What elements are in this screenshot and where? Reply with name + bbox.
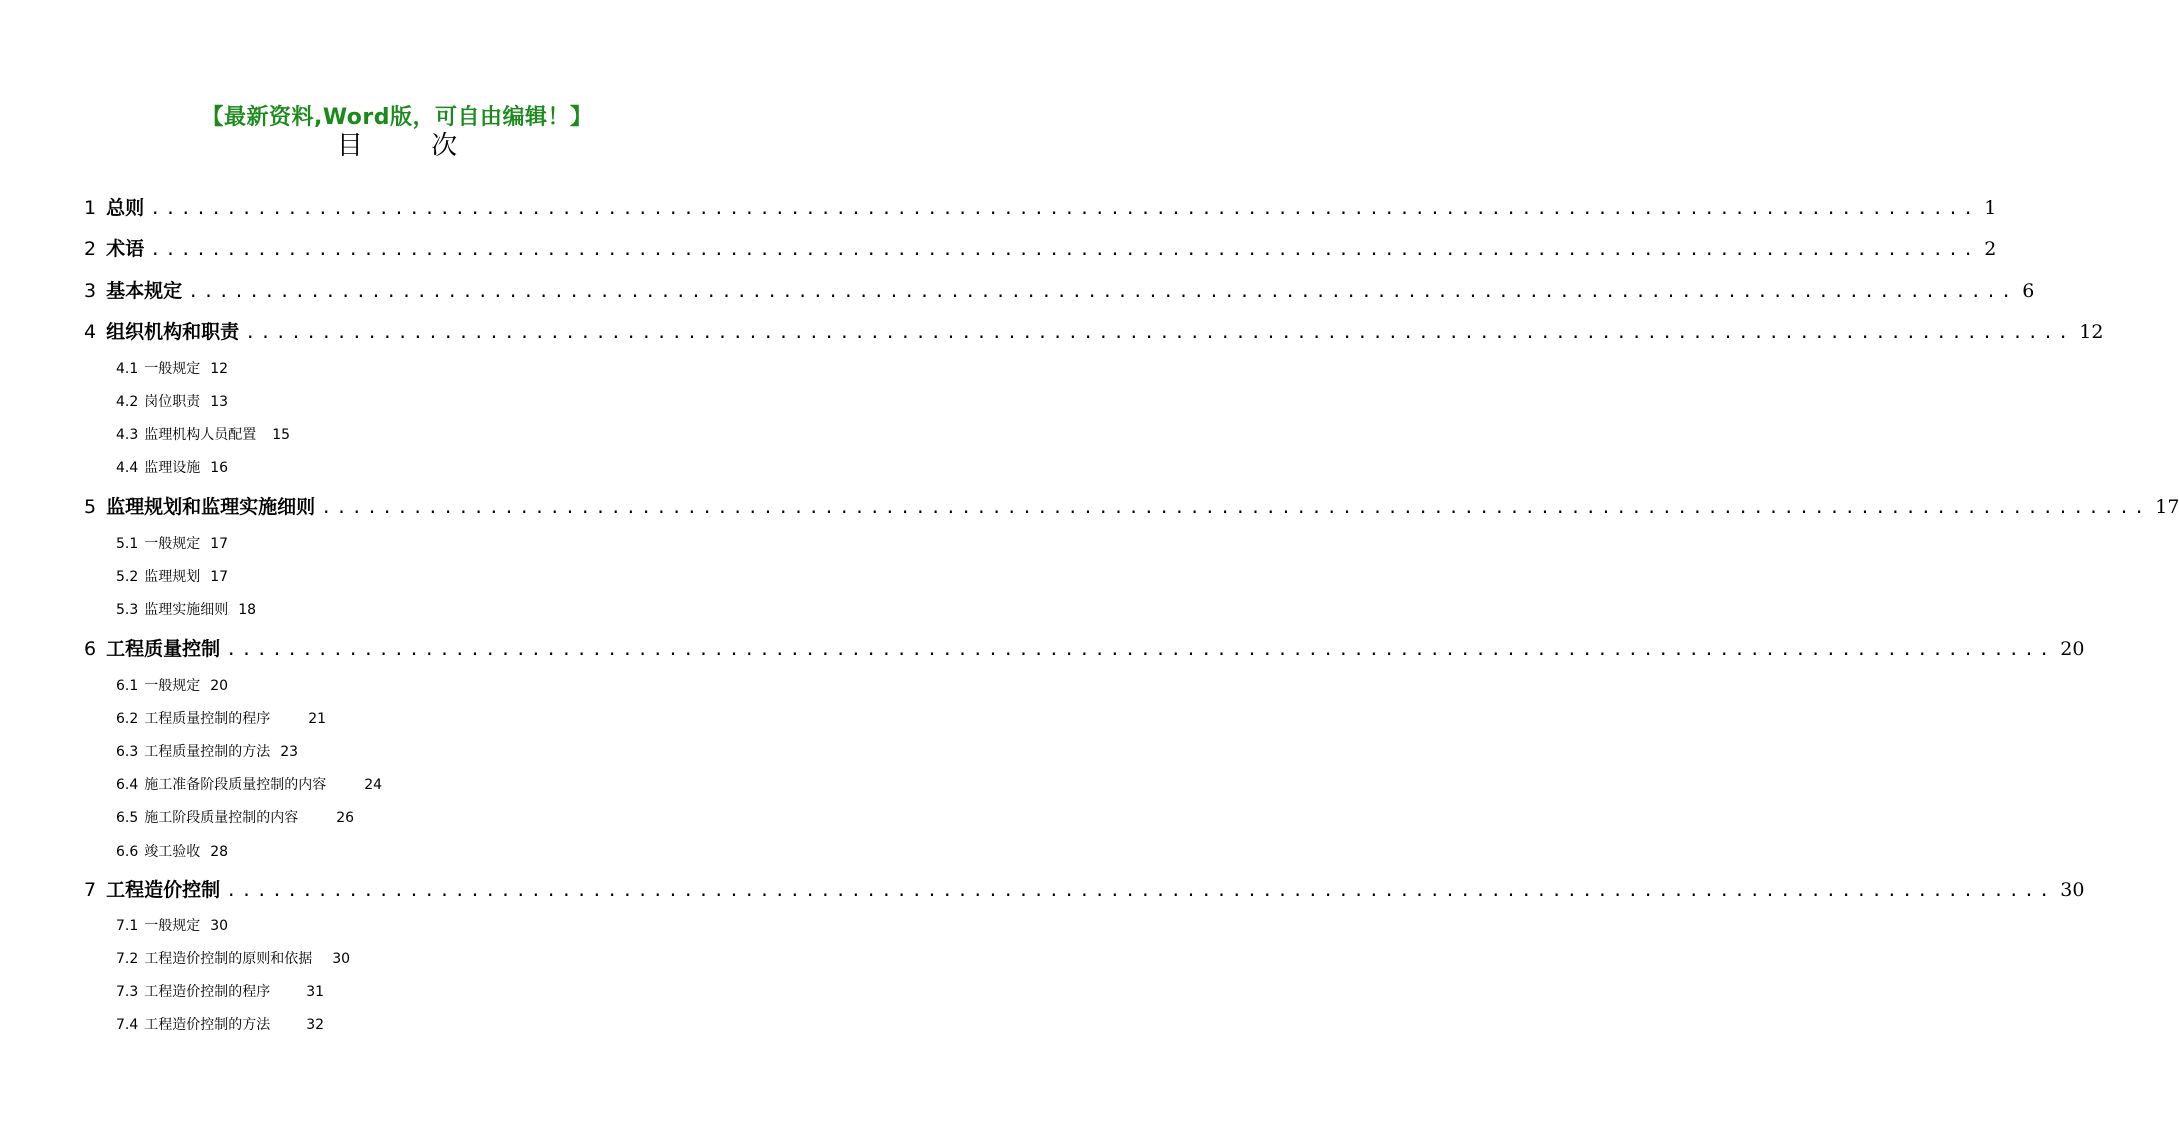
toc-entry-number: 6.2 (116, 711, 139, 727)
toc-entry-number: 5.2 (116, 569, 139, 585)
toc-section-entry[interactable] (116, 807, 354, 829)
toc-section-entry[interactable] (116, 457, 228, 479)
toc-entry-number: 1 (84, 197, 97, 219)
toc-page-number: 24 (364, 777, 383, 793)
toc-page-number: 1 (1984, 197, 1997, 219)
toc-page-number: 31 (306, 984, 325, 1000)
toc-section-entry[interactable] (116, 915, 228, 937)
toc-entry-title: 基本规定 (106, 280, 183, 302)
toc-page-number: 6 (2022, 280, 2035, 302)
toc-section-entry[interactable] (116, 358, 228, 380)
toc-entry-number: 7.2 (116, 951, 139, 967)
toc-page-number: 21 (308, 711, 327, 727)
toc-page-number: 15 (272, 427, 291, 443)
toc-entry-number: 6.4 (116, 777, 139, 793)
toc-entry-title: 监理规划和监理实施细则 (106, 496, 316, 518)
toc-page-number: 2 (1984, 238, 1997, 260)
toc-entry-number: 7.3 (116, 984, 139, 1000)
toc-section-entry[interactable] (116, 841, 228, 863)
toc-page-number: 20 (210, 678, 229, 694)
toc-entry-title: 工程造价控制的原则和依据 (144, 951, 313, 967)
toc-entry-title: 工程造价控制的程序 (144, 984, 271, 1000)
toc-chapter-entry[interactable] (84, 318, 2104, 346)
toc-entry-title: 竣工验收 (144, 844, 201, 860)
toc-section-entry[interactable] (116, 1014, 324, 1036)
document-banner: 【最新资料,Word版，可自由编辑！】 (201, 105, 593, 130)
toc-entry-title: 工程造价控制的方法 (144, 1017, 271, 1033)
dot-leader: ........................................................................................................................ (321, 498, 2150, 518)
toc-section-entry[interactable] (116, 741, 298, 763)
toc-entry-number: 6.6 (116, 844, 139, 860)
toc-entry-title: 工程质量控制的方法 (144, 744, 271, 760)
toc-page-number: 16 (210, 460, 229, 476)
toc-page-number: 17 (210, 536, 229, 552)
toc-chapter-entry[interactable] (84, 194, 1997, 222)
toc-entry-number: 2 (84, 238, 97, 260)
toc-entry-title: 术语 (106, 238, 145, 260)
toc-page-number: 30 (332, 951, 351, 967)
toc-entry-title: 一般规定 (144, 918, 201, 934)
toc-page-number: 26 (336, 810, 355, 826)
toc-entry-number: 5.1 (116, 536, 139, 552)
toc-entry-number: 4.4 (116, 460, 139, 476)
toc-page-number: 23 (280, 744, 299, 760)
toc-page-number: 30 (2060, 879, 2085, 901)
toc-chapter-entry[interactable] (84, 235, 1997, 263)
toc-chapter-entry[interactable] (84, 493, 2179, 521)
dot-leader: ........................................................................................................................ (226, 640, 2055, 660)
toc-page-number: 30 (210, 918, 229, 934)
toc-entry-title: 一般规定 (144, 361, 201, 377)
toc-section-entry[interactable] (116, 599, 256, 621)
toc-entry-number: 5 (84, 496, 97, 518)
dot-leader: ........................................................................................................................ (226, 881, 2055, 901)
toc-page-number: 18 (238, 602, 257, 618)
toc-entry-number: 7.1 (116, 918, 139, 934)
toc-page-number: 13 (210, 394, 229, 410)
toc-page-number: 28 (210, 844, 229, 860)
toc-section-entry[interactable] (116, 533, 228, 555)
toc-entry-title: 工程造价控制 (106, 879, 221, 901)
toc-section-entry[interactable] (116, 391, 228, 413)
toc-entry-title: 工程质量控制的程序 (144, 711, 271, 727)
dot-leader: ........................................................................................................................ (188, 282, 2017, 302)
toc-page-number: 17 (2155, 496, 2179, 518)
toc-section-entry[interactable] (116, 424, 290, 446)
toc-entry-number: 6 (84, 638, 97, 660)
dot-leader: ........................................................................................................................ (150, 240, 1979, 260)
toc-section-entry[interactable] (116, 981, 324, 1003)
toc-entry-title: 监理设施 (144, 460, 201, 476)
toc-entry-title: 监理规划 (144, 569, 201, 585)
toc-page-number: 32 (306, 1017, 325, 1033)
toc-section-entry[interactable] (116, 675, 228, 697)
toc-entry-number: 6.3 (116, 744, 139, 760)
toc-title: 目 次 (336, 131, 488, 161)
toc-entry-title: 一般规定 (144, 536, 201, 552)
dot-leader: ........................................................................................................................ (245, 323, 2074, 343)
toc-page-number: 12 (210, 361, 229, 377)
toc-chapter-entry[interactable] (84, 635, 2085, 663)
toc-entry-number: 3 (84, 280, 97, 302)
toc-entry-title: 组织机构和职责 (106, 321, 240, 343)
toc-chapter-entry[interactable] (84, 876, 2085, 904)
toc-entry-title: 一般规定 (144, 678, 201, 694)
toc-entry-title: 工程质量控制 (106, 638, 221, 660)
toc-section-entry[interactable] (116, 774, 382, 796)
toc-section-entry[interactable] (116, 708, 326, 730)
toc-chapter-entry[interactable] (84, 277, 2035, 305)
dot-leader: ........................................................................................................................ (150, 199, 1979, 219)
toc-entry-title: 监理机构人员配置 (144, 427, 257, 443)
toc-section-entry[interactable] (116, 566, 228, 588)
toc-entry-title: 总则 (106, 197, 145, 219)
toc-entry-number: 4 (84, 321, 97, 343)
toc-page-number: 20 (2060, 638, 2085, 660)
toc-page-number: 17 (210, 569, 229, 585)
toc-section-entry[interactable] (116, 948, 350, 970)
toc-entry-title: 施工准备阶段质量控制的内容 (144, 777, 327, 793)
toc-entry-title: 监理实施细则 (144, 602, 229, 618)
toc-entry-number: 7 (84, 879, 97, 901)
toc-entry-title: 施工阶段质量控制的内容 (144, 810, 299, 826)
toc-entry-number: 6.5 (116, 810, 139, 826)
toc-entry-number: 4.2 (116, 394, 139, 410)
toc-page-number: 12 (2079, 321, 2104, 343)
toc-entry-number: 7.4 (116, 1017, 139, 1033)
toc-entry-number: 4.3 (116, 427, 139, 443)
toc-entry-number: 6.1 (116, 678, 139, 694)
toc-entry-title: 岗位职责 (144, 394, 201, 410)
toc-entry-number: 5.3 (116, 602, 139, 618)
toc-entry-number: 4.1 (116, 361, 139, 377)
